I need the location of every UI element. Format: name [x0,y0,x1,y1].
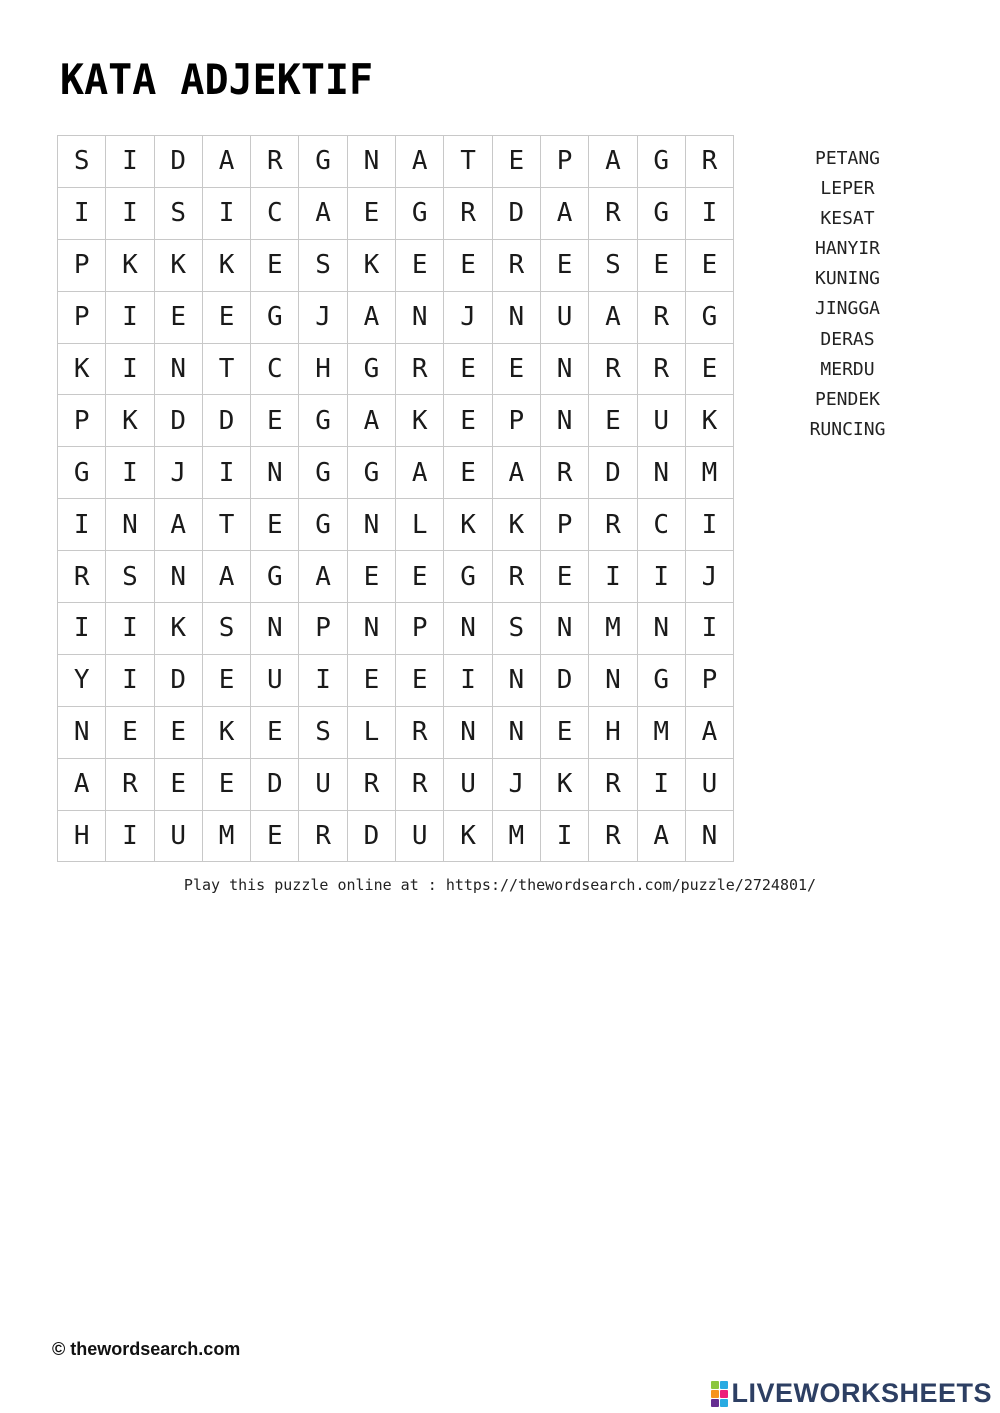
grid-cell: N [251,447,299,499]
grid-cell: R [58,551,106,603]
grid-cell: E [638,240,686,292]
copyright-text: © thewordsearch.com [52,1339,241,1359]
grid-cell: I [106,655,154,707]
grid-cell: R [638,292,686,344]
grid-cell: E [155,292,203,344]
grid-cell: A [203,551,251,603]
logo-square [720,1381,728,1389]
grid-cell: K [686,395,734,447]
liveworksheets-logo-icon [711,1381,728,1407]
grid-cell: G [444,551,492,603]
grid-cell: A [299,188,347,240]
grid-cell: R [589,499,637,551]
grid-cell: R [493,240,541,292]
grid-cell: S [203,603,251,655]
grid-cell: A [686,707,734,759]
grid-cell: K [155,603,203,655]
grid-cell: R [396,707,444,759]
grid-cell: E [686,344,734,396]
grid-cell: P [58,292,106,344]
grid-cell: I [106,292,154,344]
grid-cell: E [396,240,444,292]
liveworksheets-brand [711,1378,992,1409]
grid-cell: G [686,292,734,344]
grid-cell: R [589,344,637,396]
grid-cell: U [686,759,734,811]
grid-cell: E [251,499,299,551]
grid-cell: E [106,707,154,759]
grid-cell: E [541,240,589,292]
word-list-item: KUNING [814,268,881,290]
grid-cell: I [58,188,106,240]
grid-cell: K [106,240,154,292]
grid-cell: N [348,603,396,655]
word-list [790,144,905,445]
grid-cell: S [106,551,154,603]
grid-cell: R [541,447,589,499]
grid-cell: S [155,188,203,240]
grid-cell: G [299,499,347,551]
grid-cell: D [155,655,203,707]
grid-cell: E [589,395,637,447]
grid-cell: G [58,447,106,499]
word-list-item: LEPER [820,178,875,200]
grid-cell: E [493,344,541,396]
grid-cell: E [203,655,251,707]
grid-cell: G [638,655,686,707]
grid-cell: G [396,188,444,240]
grid-cell: N [155,344,203,396]
grid-cell: L [348,707,396,759]
grid-cell: I [686,188,734,240]
logo-square [720,1399,728,1407]
grid-cell: P [541,136,589,188]
grid-cell: N [251,603,299,655]
grid-cell: G [638,136,686,188]
logo-square [711,1390,719,1398]
grid-cell: P [58,395,106,447]
grid-cell: S [493,603,541,655]
grid-cell: E [203,292,251,344]
grid-cell: E [203,759,251,811]
grid-cell: I [299,655,347,707]
grid-cell: R [638,344,686,396]
grid-cell: E [251,395,299,447]
grid-cell: M [589,603,637,655]
grid-cell: K [396,395,444,447]
grid-cell: A [348,292,396,344]
grid-cell: I [203,447,251,499]
grid-cell: N [106,499,154,551]
grid-cell: E [686,240,734,292]
grid-cell: E [348,188,396,240]
grid-cell: P [396,603,444,655]
grid-cell: A [589,292,637,344]
grid-cell: D [348,811,396,863]
grid-cell: Y [58,655,106,707]
logo-square [711,1399,719,1407]
word-list-item: PETANG [814,148,881,169]
grid-cell: H [299,344,347,396]
word-list-item: RUNCING [809,418,886,440]
grid-cell: R [348,759,396,811]
grid-cell: N [541,344,589,396]
grid-cell: N [444,707,492,759]
grid-cell: I [589,551,637,603]
grid-cell: I [638,759,686,811]
grid-cell: A [493,447,541,499]
grid-cell: N [686,811,734,863]
grid-cell: R [589,811,637,863]
word-list-item: JINGGA [814,298,881,320]
grid-cell: K [348,240,396,292]
grid-cell: M [203,811,251,863]
grid-cell: R [106,759,154,811]
grid-cell: C [251,188,299,240]
grid-cell: E [541,707,589,759]
grid-cell: I [106,447,154,499]
grid-cell: I [203,188,251,240]
grid-cell: D [541,655,589,707]
grid-cell: E [396,551,444,603]
grid-cell: N [493,292,541,344]
logo-square [711,1381,719,1389]
grid-cell: U [299,759,347,811]
grid-cell: C [638,499,686,551]
grid-cell: P [541,499,589,551]
grid-cell: S [299,707,347,759]
grid-cell: R [686,136,734,188]
grid-cell: J [444,292,492,344]
grid-cell: K [203,240,251,292]
grid-cell: M [493,811,541,863]
grid-cell: T [203,499,251,551]
grid-cell: R [396,344,444,396]
grid-cell: R [396,759,444,811]
grid-cell: D [251,759,299,811]
grid-cell: G [638,188,686,240]
grid-cell: N [589,655,637,707]
grid-cell: E [155,759,203,811]
grid-cell: G [251,551,299,603]
grid-cell: I [58,499,106,551]
grid-cell: U [444,759,492,811]
word-list-item: DERAS [820,328,875,350]
grid-cell: K [106,395,154,447]
grid-cell: H [58,811,106,863]
grid-cell: J [299,292,347,344]
grid-cell: N [541,603,589,655]
grid-cell: I [58,603,106,655]
grid-cell: D [155,395,203,447]
grid-cell: A [299,551,347,603]
grid-cell: G [299,395,347,447]
grid-cell: D [155,136,203,188]
word-list-item: PENDEK [814,388,881,410]
word-list-item: MERDU [820,358,875,380]
grid-cell: D [493,188,541,240]
liveworksheets-wordmark: LIVEWORKSHEETS [731,1378,992,1408]
grid-cell: A [638,811,686,863]
grid-cell: A [589,136,637,188]
grid-cell: I [686,499,734,551]
grid-cell: K [541,759,589,811]
grid-cell: P [493,395,541,447]
grid-cell: A [155,499,203,551]
grid-cell: N [58,707,106,759]
grid-cell: U [638,395,686,447]
grid-cell: A [396,136,444,188]
grid-cell: K [493,499,541,551]
grid-cell: S [589,240,637,292]
grid-cell: P [686,655,734,707]
grid-cell: G [299,136,347,188]
grid-cell: I [541,811,589,863]
grid-cell: N [348,499,396,551]
grid-cell: K [444,499,492,551]
grid-cell: J [493,759,541,811]
logo-square [720,1390,728,1398]
grid-cell: E [493,136,541,188]
grid-cell: G [299,447,347,499]
grid-cell: J [686,551,734,603]
grid-cell: R [589,759,637,811]
grid-cell: K [155,240,203,292]
page-title: KATA ADJEKTIF [60,56,374,105]
grid-cell: G [348,447,396,499]
grid-cell: I [106,603,154,655]
grid-cell: R [589,188,637,240]
grid-cell: R [444,188,492,240]
grid-cell: G [348,344,396,396]
grid-cell: I [106,136,154,188]
grid-cell: N [348,136,396,188]
word-search-grid [57,135,734,862]
grid-cell: K [444,811,492,863]
grid-cell: T [444,136,492,188]
grid-cell: D [589,447,637,499]
grid-cell: A [203,136,251,188]
grid-cell: N [493,655,541,707]
grid-cell: T [203,344,251,396]
grid-cell: A [58,759,106,811]
grid-cell: E [155,707,203,759]
grid-cell: N [638,603,686,655]
grid-cell: P [299,603,347,655]
grid-cell: E [251,811,299,863]
grid-cell: K [58,344,106,396]
grid-cell: D [203,395,251,447]
grid-cell: E [396,655,444,707]
grid-cell: H [589,707,637,759]
grid-cell: P [58,240,106,292]
grid-cell: J [155,447,203,499]
grid-cell: N [493,707,541,759]
grid-cell: N [155,551,203,603]
grid-cell: N [541,395,589,447]
grid-cell: U [541,292,589,344]
grid-cell: C [251,344,299,396]
word-list-item: KESAT [820,208,875,230]
grid-cell: S [299,240,347,292]
grid-cell: E [251,707,299,759]
grid-cell: N [396,292,444,344]
grid-cell: I [106,188,154,240]
play-online-text: Play this puzzle online at : https://thewordsearch.com/puzzle/2724801/ [183,876,817,894]
grid-cell: K [203,707,251,759]
grid-cell: E [541,551,589,603]
grid-cell: U [396,811,444,863]
grid-cell: E [444,447,492,499]
grid-cell: I [444,655,492,707]
grid-cell: A [541,188,589,240]
grid-cell: E [348,551,396,603]
grid-cell: M [686,447,734,499]
grid-cell: I [106,344,154,396]
grid-cell: R [493,551,541,603]
grid-cell: N [638,447,686,499]
grid-cell: G [251,292,299,344]
grid-cell: E [444,395,492,447]
grid-cell: U [251,655,299,707]
grid-cell: E [251,240,299,292]
grid-cell: M [638,707,686,759]
grid-cell: N [444,603,492,655]
grid-cell: L [396,499,444,551]
grid-cell: E [348,655,396,707]
grid-cell: E [444,240,492,292]
grid-cell: R [251,136,299,188]
grid-cell: E [444,344,492,396]
grid-cell: U [155,811,203,863]
grid-cell: I [686,603,734,655]
grid-cell: R [299,811,347,863]
grid-cell: A [348,395,396,447]
grid-cell: I [638,551,686,603]
grid-cell: I [106,811,154,863]
grid-cell: S [58,136,106,188]
grid-cell: A [396,447,444,499]
word-list-item: HANYIR [814,238,881,260]
